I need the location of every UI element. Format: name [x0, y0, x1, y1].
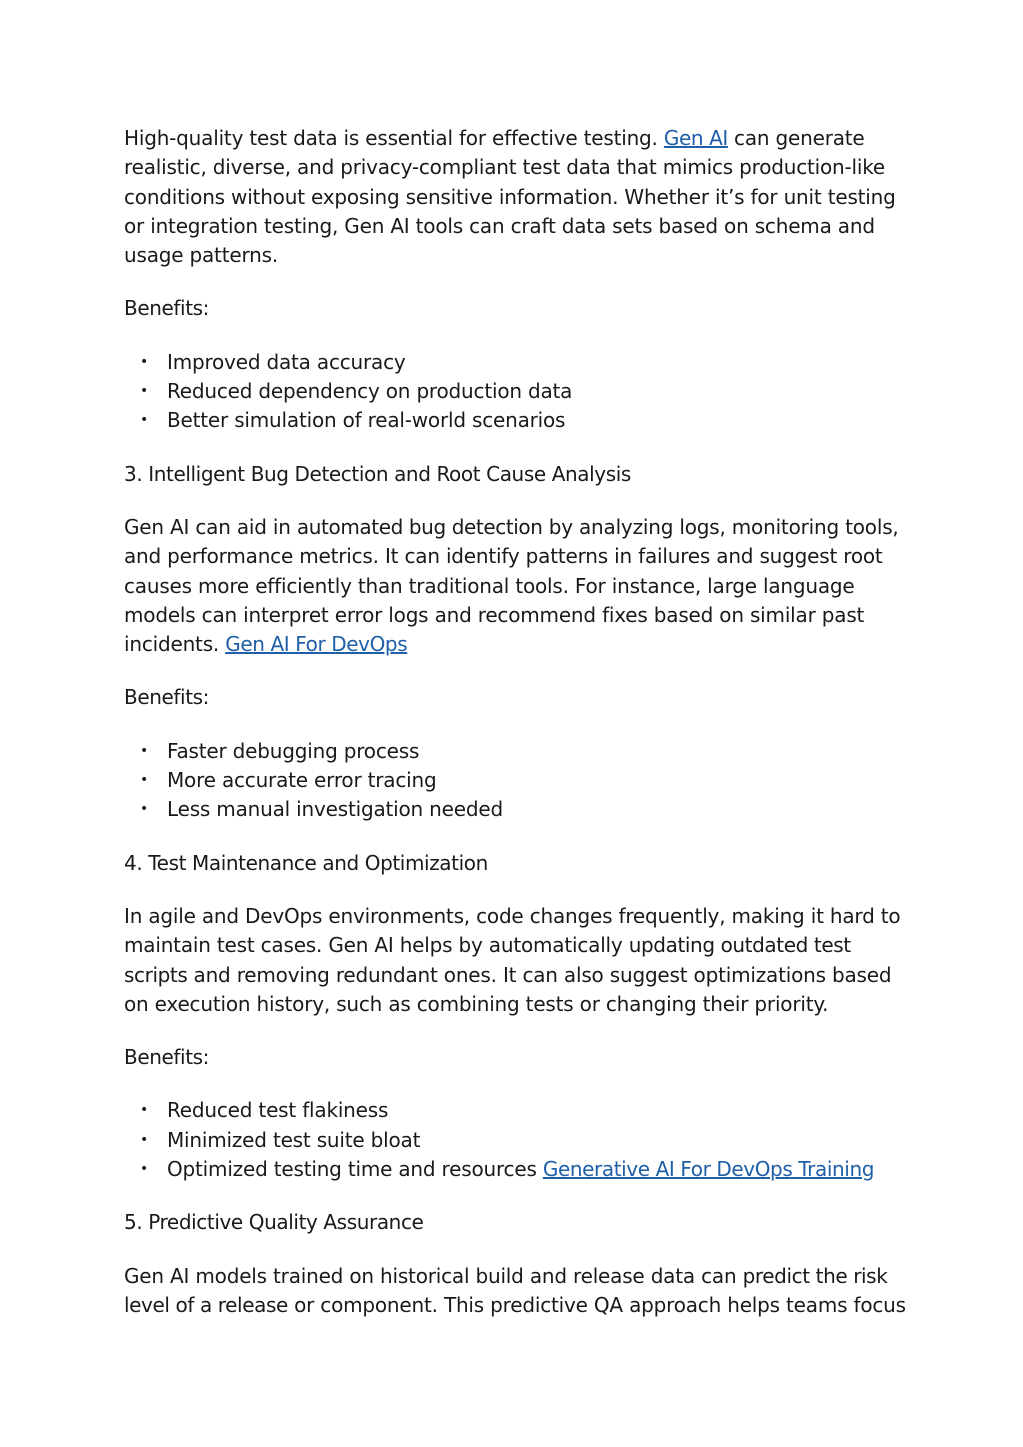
list-item [124, 1155, 914, 1184]
list-item-text: Minimized test suite bloat [167, 1127, 421, 1152]
section3-heading: 3. Intelligent Bug Detection and Root Cause Analysis [124, 461, 631, 486]
gen-ai-for-devops-link[interactable]: Gen AI For DevOps [225, 632, 408, 657]
intro-text-a: High-quality test data is essential for effective testing. [124, 126, 664, 150]
list-item-text: Better simulation of real-world scenarios [167, 408, 566, 433]
list-item [124, 737, 914, 766]
section3-paragraph [124, 513, 914, 659]
list-item [124, 1126, 914, 1155]
list-item-text: Faster debugging process [167, 738, 420, 763]
section3-text-b: by analyzing logs, monitoring tools, and performance metrics. It can identify patterns in failures and suggest root causes more efficiently than traditional tools. For instance, large language models can interpret error logs and recommend fixes based on similar past incidents. [124, 514, 899, 657]
list-item [124, 348, 914, 377]
section3-benefits-list [124, 737, 914, 825]
section4-text-b: and removing redundant ones. It can also suggest optimizations based on execution history, such as combining tests or changing their priority. [124, 962, 892, 1016]
section4-benefits-heading: Benefits: [124, 1045, 210, 1070]
section5-heading: 5. Predictive Quality Assurance [124, 1210, 424, 1235]
list-item [124, 1096, 914, 1125]
bullet-icon: • [140, 383, 149, 400]
intro-benefits-list [124, 348, 914, 436]
list-item [124, 795, 914, 824]
bullet-icon: • [140, 1102, 149, 1119]
section3-text-a: Gen AI can aid in [124, 514, 297, 539]
list-item-text: Less manual investigation needed [167, 797, 503, 822]
section5-paragraph [124, 1262, 914, 1321]
section3-bold-phrase: automated bug detection [296, 514, 543, 539]
section5-text-b: or component. This predictive QA approach helps teams focus [287, 1292, 906, 1317]
section4-bold-phrase: updating outdated test scripts [124, 933, 851, 987]
list-item-text: Optimized testing time and resources [167, 1157, 543, 1182]
list-item [124, 406, 914, 435]
intro-paragraph [124, 124, 914, 270]
bullet-icon: • [140, 1161, 149, 1178]
bullet-icon: • [140, 801, 149, 818]
section4-heading: 4. Test Maintenance and Optimization [124, 850, 488, 875]
list-item-text: Reduced test flakiness [167, 1098, 389, 1123]
list-item-text: More accurate error tracing [167, 768, 437, 793]
section5-text-a: Gen AI models trained on historical build and release data can [124, 1263, 743, 1288]
gen-ai-link[interactable]: Gen AI [663, 126, 728, 150]
list-item [124, 766, 914, 795]
bullet-icon: • [140, 412, 149, 429]
list-item-text: Reduced dependency on production data [167, 379, 573, 404]
section4-benefits-list [124, 1096, 914, 1184]
section5-bold-phrase: predict the risk level of a release [124, 1263, 888, 1317]
section3-benefits-heading: Benefits: [124, 685, 210, 710]
intro-benefits-heading: Benefits: [124, 296, 210, 321]
bullet-icon: • [140, 742, 149, 759]
section4-paragraph [124, 902, 914, 1019]
list-item-text: Improved data accuracy [167, 349, 406, 374]
bullet-icon: • [140, 1131, 149, 1148]
bullet-icon: • [140, 353, 149, 370]
generative-ai-devops-training-link[interactable]: Generative AI For DevOps Training [542, 1157, 875, 1182]
bullet-icon: • [140, 772, 149, 789]
list-item [124, 377, 914, 406]
document-page [124, 124, 914, 1344]
section4-text-a: In agile and DevOps environments, code changes frequently, making it hard to maintain test cases. Gen AI helps by automatically [124, 903, 901, 958]
intro-text-b: can generate realistic, diverse, and privacy-compliant test data that mimics production-like conditions without exposing sensitive information. Whether it’s for unit testing or integration testing, Gen AI tools can craft data sets based on schema and usage patterns. [124, 126, 896, 268]
